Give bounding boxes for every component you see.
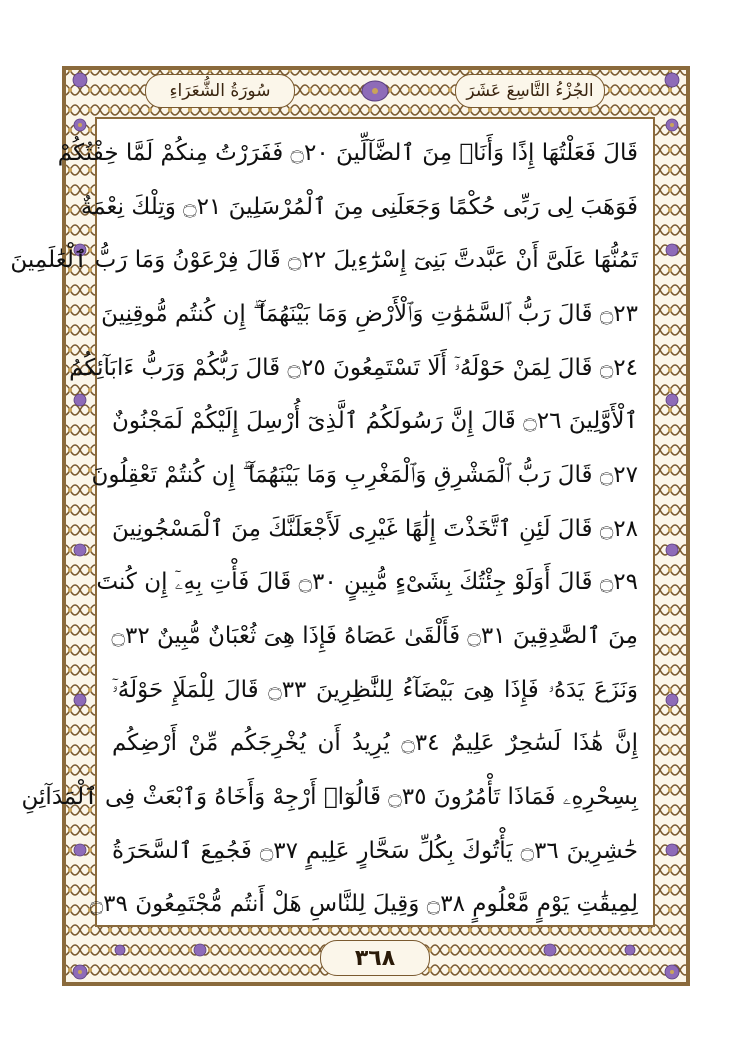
- juz-title: الجُزْءُ التَّاسِعَ عَشَرَ: [466, 81, 594, 101]
- text-line: ۝٢٩ قَالَ أَوَلَوْ جِئْتُكَ بِشَىْءٍ مُّبِينٍ ۝٣٠ قَالَ فَأْتِ بِهِۦٓ إِن كُنتَ: [96, 569, 638, 596]
- page-number: ٣٦٨: [354, 945, 396, 971]
- surah-title: سُورَةُ الشُّعَرَاءِ: [169, 81, 271, 101]
- page-number-badge: [320, 940, 430, 976]
- text-line: تَمُنُّهَا عَلَىَّ أَنْ عَبَّدتَّ بَنِىٓ إِسْرَٰٓءِيلَ ۝٢٢ قَالَ فِرْعَوْنُ وَمَا رَبُّ ٱلْعَٰلَمِينَ: [10, 247, 638, 274]
- surah-title-tab: [145, 74, 295, 108]
- text-line: ۝٢٣ قَالَ رَبُّ ٱلسَّمَٰوَٰتِ وَٱلْأَرْضِ وَمَا بَيْنَهُمَآ ۖ إِن كُنتُم مُّوقِنِينَ: [101, 300, 638, 327]
- text-line: لِمِيقَٰتِ يَوْمٍ مَّعْلُومٍ ۝٣٨ وَقِيلَ لِلنَّاسِ هَلْ أَنتُم مُّجْتَمِعُونَ ۝٣٩: [89, 891, 638, 918]
- text-line: فَوَهَبَ لِى رَبِّى حُكْمًا وَجَعَلَنِى مِنَ ٱلْمُرْسَلِينَ ۝٢١ وَتِلْكَ نِعْمَةٌ: [80, 193, 638, 220]
- text-line: ٱلْأَوَّلِينَ ۝٢٦ قَالَ إِنَّ رَسُولَكُمُ ٱلَّذِىٓ أُرْسِلَ إِلَيْكُمْ لَمَجْنُونٌ: [112, 408, 639, 435]
- text-line: ۝٢٤ قَالَ لِمَنْ حَوْلَهُۥٓ أَلَا تَسْتَمِعُونَ ۝٢٥ قَالَ رَبُّكُمْ وَرَبُّ ءَابَآئِكُمُ: [69, 354, 638, 381]
- text-line: بِسِحْرِهِۦ فَمَاذَا تَأْمُرُونَ ۝٣٥ قَالُوٓا۟ أَرْجِهْ وَأَخَاهُ وَٱبْعَثْ فِى ٱلْمَدَآئِنِ: [21, 784, 638, 811]
- text-line: إِنَّ هَٰذَا لَسَٰحِرٌ عَلِيمٌ ۝٣٤ يُرِيدُ أَن يُخْرِجَكُم مِّنْ أَرْضِكُم: [112, 730, 638, 757]
- header-medallion-icon: [360, 78, 390, 104]
- juz-title-tab: [455, 74, 605, 108]
- text-line: حَٰشِرِينَ ۝٣٦ يَأْتُوكَ بِكُلِّ سَحَّارٍ عَلِيمٍ ۝٣٧ فَجُمِعَ ٱلسَّحَرَةُ: [112, 837, 639, 864]
- text-line: وَنَزَعَ يَدَهُۥ فَإِذَا هِىَ بَيْضَآءُ لِلنَّٰظِرِينَ ۝٣٣ قَالَ لِلْمَلَإِ حَوْلَهُۥٓ: [112, 676, 639, 703]
- text-line: قَالَ فَعَلْتُهَا إِذًا وَأَنَا۠ مِنَ ٱلضَّآلِّينَ ۝٢٠ فَفَرَرْتُ مِنكُمْ لَمَّا خِفْتُكُمْ: [57, 139, 638, 166]
- text-line: مِنَ ٱلصَّٰدِقِينَ ۝٣١ فَأَلْقَىٰ عَصَاهُ فَإِذَا هِىَ ثُعْبَانٌ مُّبِينٌ ۝٣٢: [111, 623, 638, 650]
- text-line: ۝٢٨ قَالَ لَئِنِ ٱتَّخَذْتَ إِلَٰهًا غَيْرِى لَأَجْعَلَنَّكَ مِنَ ٱلْمَسْجُونِينَ: [111, 515, 638, 542]
- text-line: ۝٢٧ قَالَ رَبُّ ٱلْمَشْرِقِ وَٱلْمَغْرِبِ وَمَا بَيْنَهُمَآ ۖ إِن كُنتُمْ تَعْقِلُونَ: [91, 461, 638, 488]
- quran-text-block: [10, 126, 639, 931]
